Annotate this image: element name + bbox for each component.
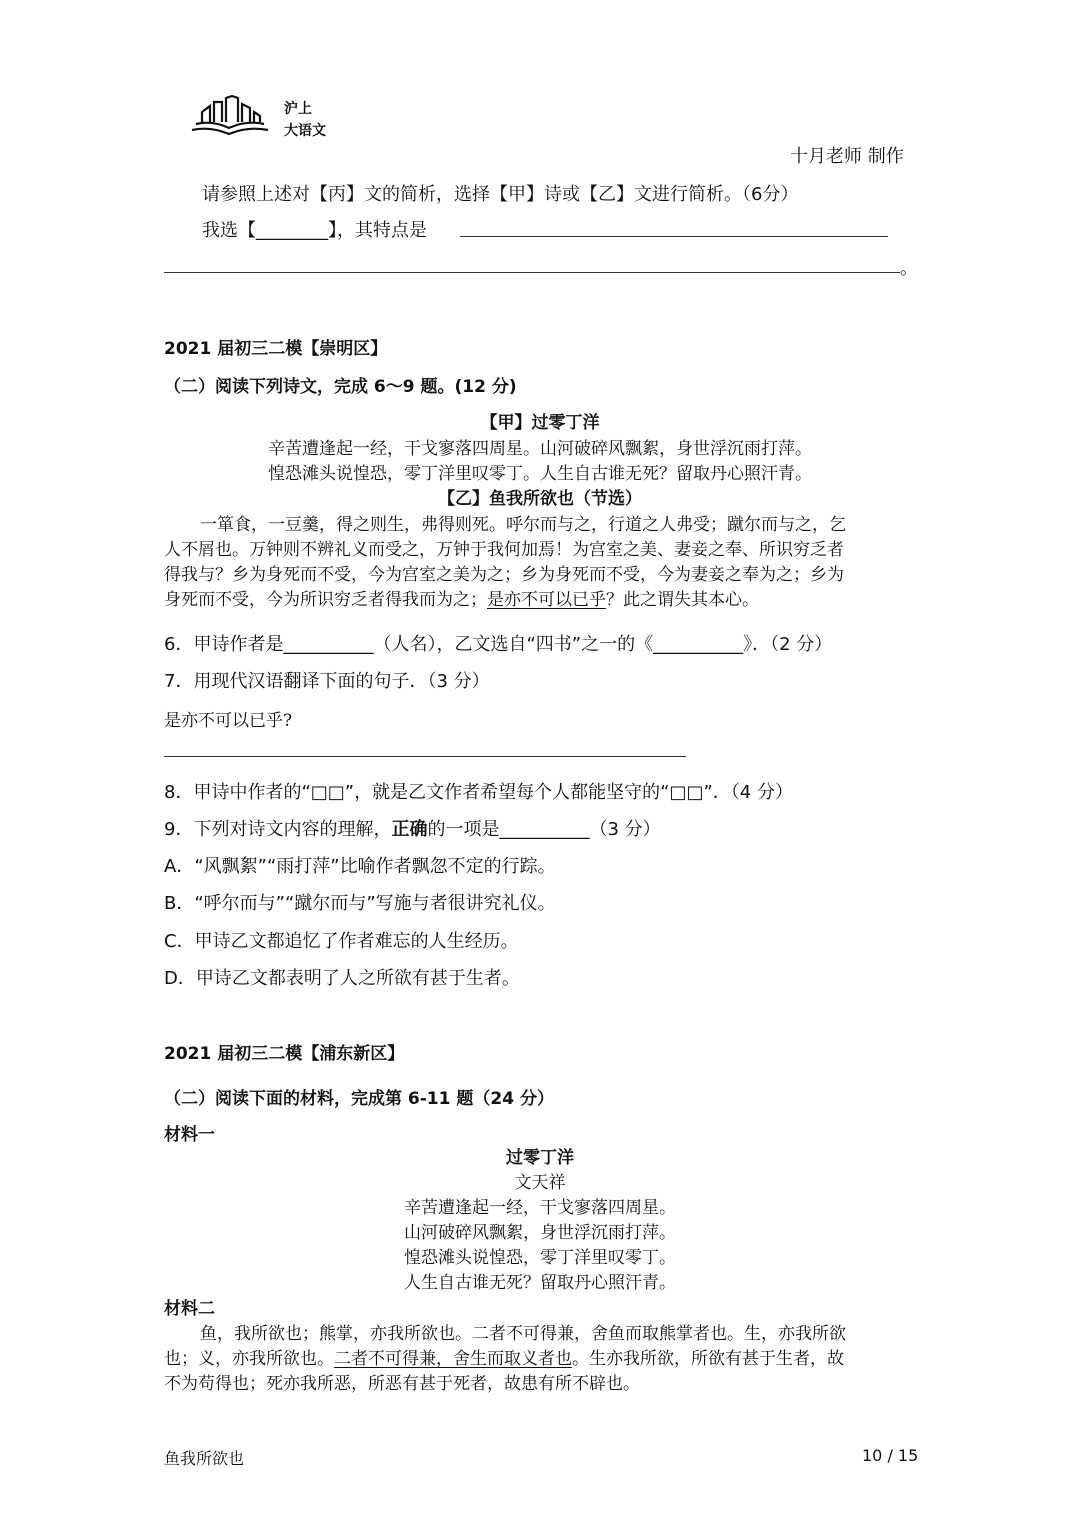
logo-line-1: 沪上 — [284, 101, 312, 117]
poem-line-1: 辛苦遭逢起一经，干戈寥落四周星。山河破碎风飘絮，身世浮沉雨打萍。 — [268, 439, 812, 459]
prose-line-4-b: ？此之谓失其本心。 — [606, 590, 759, 610]
poem2-line-3: 惶恐滩头说惶恐，零丁洋里叹零丁。 — [404, 1248, 676, 1268]
question-6: 6．甲诗作者是__________（人名），乙文选自“四书”之一的《__________》．（2 分） — [164, 634, 833, 655]
choose-line — [202, 216, 427, 242]
prose-line-2: 人不屑也。万钟则不辨礼义而受之，万钟于我何加焉！为宫室之美、妻妾之奉、所识穷乏者 — [164, 540, 844, 560]
material-1-label: 材料一 — [164, 1125, 215, 1145]
poem-line-2: 惶恐滩头说惶恐，零丁洋里叹零丁。人生自古谁无死？留取丹心照汗青。 — [268, 464, 812, 484]
q9-part-a: 9．下列对诗文内容的理解， — [164, 819, 392, 840]
prose-line-1: 一箪食，一豆羹，得之则生，弗得则死。呼尔而与之，行道之人弗受；蹴尔而与之，乞 — [200, 515, 846, 535]
choose-blank[interactable]: ________ — [256, 220, 328, 241]
answer-period: 。 — [900, 258, 918, 279]
section1-title: 2021 届初三二模【崇明区】 — [164, 339, 388, 359]
poem2-title: 过零丁洋 — [506, 1148, 574, 1168]
prose-line-4 — [164, 585, 759, 610]
poem2-author: 文天祥 — [514, 1173, 566, 1193]
m2-line-2-underlined: 二者不可得兼，舍生而取义者也 — [334, 1349, 572, 1369]
section1-subtitle: （二）阅读下列诗文，完成 6～9 题。(12 分) — [164, 377, 517, 397]
poem2-line-4: 人生自古谁无死？留取丹心照汗青。 — [404, 1273, 676, 1293]
question-8: 8．甲诗中作者的“□□”，就是乙文作者希望每个人都能坚守的“□□”．（4 分） — [164, 782, 793, 803]
logo — [188, 94, 348, 144]
logo-line-2: 大语文 — [284, 123, 326, 139]
city-book-logo-icon — [188, 94, 270, 140]
question-7-sentence: 是亦不可以已乎? — [164, 711, 293, 731]
material-2-line-1: 鱼，我所欲也；熊掌，亦我所欲也。二者不可得兼，舍鱼而取熊掌者也。生，亦我所欲 — [200, 1324, 846, 1344]
prose-line-4-a: 身死而不受，今为所识穷乏者得我而为之； — [164, 590, 487, 610]
q9-bold: 正确 — [391, 819, 428, 840]
material-2-line-2 — [164, 1344, 844, 1369]
material-2-line-3: 不为苟得也；死亦我所恶，所恶有甚于死者，故患有所不辟也。 — [164, 1374, 640, 1394]
m2-line-2-a: 也；义，亦我所欲也。 — [164, 1349, 334, 1369]
poem-title-jia: 【甲】过零丁洋 — [480, 413, 600, 433]
poem2-line-1: 辛苦遭逢起一经，干戈寥落四周星。 — [404, 1198, 676, 1218]
material-2-label: 材料二 — [164, 1299, 215, 1319]
option-b: B．“呼尔而与”“蹴尔而与”写施与者很讲究礼仪。 — [164, 893, 556, 914]
section2-title: 2021 届初三二模【浦东新区】 — [164, 1044, 405, 1064]
option-d: D．甲诗乙文都表明了人之所欲有甚于生者。 — [164, 968, 520, 989]
author-credit: 十月老师 制作 — [790, 146, 904, 167]
intro-instruction: 请参照上述对【丙】文的简析，选择【甲】诗或【乙】文进行简析。（6分） — [202, 184, 799, 205]
poem2-line-2: 山河破碎风飘絮，身世浮沉雨打萍。 — [404, 1223, 676, 1243]
question-9 — [164, 815, 661, 841]
footer-left: 鱼我所欲也 — [164, 1449, 245, 1468]
option-a: A．“风飘絮”“雨打萍”比喻作者飘忽不定的行踪。 — [164, 856, 556, 877]
choose-prefix: 我选【 — [202, 220, 256, 241]
prose-line-3: 得我与？乡为身死而不受，今为宫室之美为之；乡为身死而不受，今为妻妾之奉为之；乡为 — [164, 565, 844, 585]
option-c: C．甲诗乙文都追忆了作者难忘的人生经历。 — [164, 931, 519, 952]
q7-answer-line[interactable] — [164, 756, 686, 757]
prose-line-4-underlined: 是亦不可以已乎 — [487, 590, 606, 610]
section2-subtitle: （二）阅读下面的材料，完成第 6-11 题（24 分） — [164, 1089, 554, 1109]
answer-line-2[interactable] — [164, 272, 900, 273]
answer-line-1[interactable] — [460, 236, 888, 237]
prose-title-yi: 【乙】鱼我所欲也（节选） — [438, 489, 642, 509]
question-7: 7．用现代汉语翻译下面的句子．（3 分） — [164, 671, 490, 692]
q9-part-b: 的一项是__________（3 分） — [427, 819, 661, 840]
choose-suffix: 】，其特点是 — [328, 220, 427, 241]
page-number: 10 / 15 — [862, 1446, 919, 1465]
m2-line-2-b: 。生亦我所欲，所欲有甚于生者，故 — [572, 1349, 844, 1369]
